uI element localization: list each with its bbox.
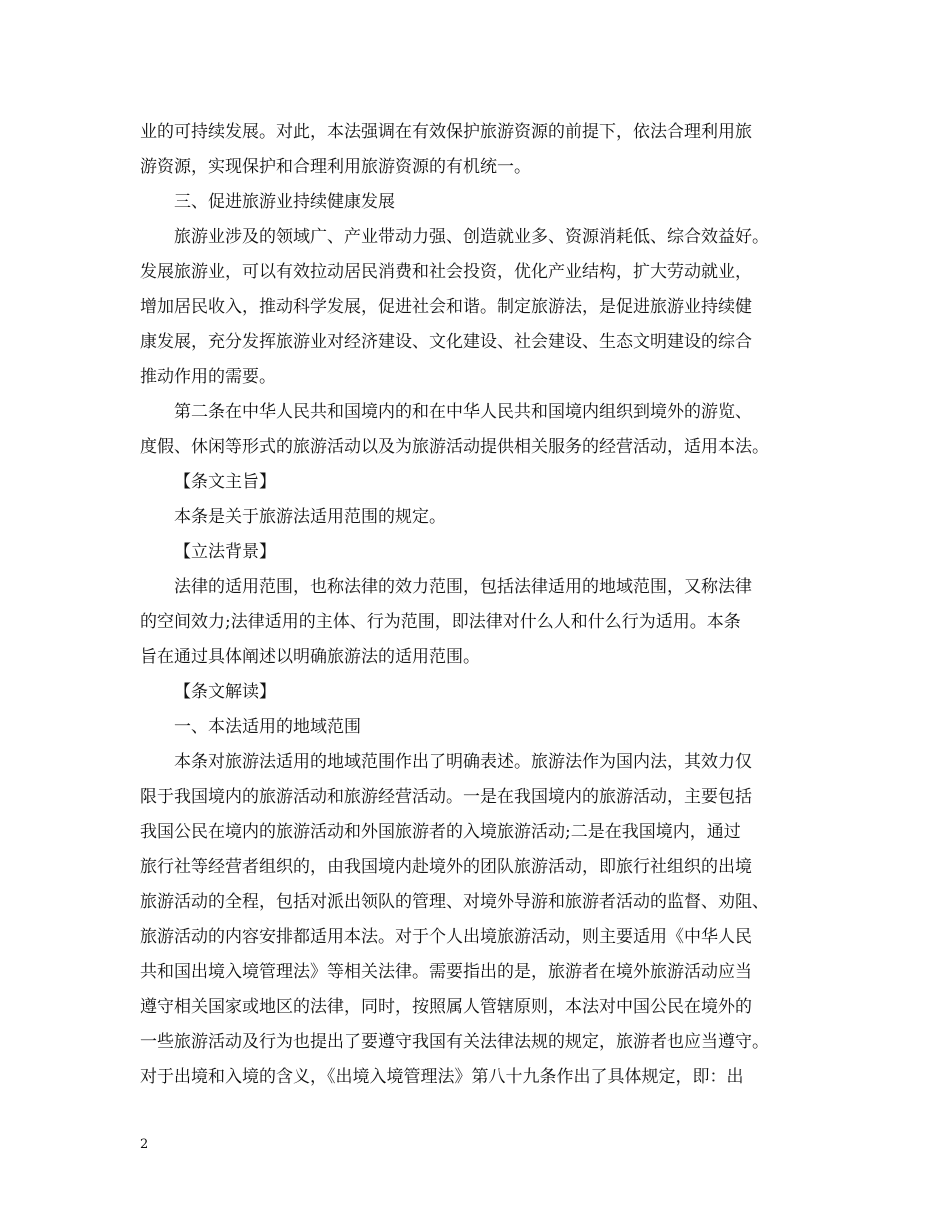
- text-line: 对于出境和入境的含义，《出境入境管理法》第八十九条作出了具体规定，即：出: [140, 1067, 744, 1087]
- text-line: 一些旅游活动及行为也提出了要遵守我国有关法律法规的规定，旅游者也应当遵守。: [140, 1032, 769, 1052]
- section-heading: 【立法背景】: [174, 542, 276, 562]
- text-line: 游资源，实现保护和合理利用旅游资源的有机统一。: [140, 157, 531, 177]
- text-line: 本条对旅游法适用的地域范围作出了明确表述。旅游法作为国内法，其效力仅: [174, 752, 752, 772]
- text-line: 旅游活动的全程，包括对派出领队的管理、对境外导游和旅游者活动的监督、劝阻、: [140, 892, 769, 912]
- text-line: 本条是关于旅游法适用范围的规定。: [174, 507, 446, 527]
- section-heading: 【条文主旨】: [174, 472, 276, 492]
- text-line: 旨在通过具体阐述以明确旅游法的适用范围。: [140, 647, 480, 667]
- text-line: 旅游活动的内容安排都适用本法。对于个人出境旅游活动，则主要适用《中华人民: [140, 927, 752, 947]
- text-line: 限于我国境内的旅游活动和旅游经营活动。一是在我国境内的旅游活动，主要包括: [140, 787, 752, 807]
- section-heading: 【条文解读】: [174, 682, 276, 702]
- text-line: 第二条在中华人民共和国境内的和在中华人民共和国境内组织到境外的游览、: [174, 402, 752, 422]
- text-line: 度假、休闲等形式的旅游活动以及为旅游活动提供相关服务的经营活动，适用本法。: [140, 437, 769, 457]
- text-line: 我国公民在境内的旅游活动和外国旅游者的入境旅游活动;二是在我国境内，通过: [140, 822, 741, 842]
- text-line: 遵守相关国家或地区的法律，同时，按照属人管辖原则，本法对中国公民在境外的: [140, 997, 752, 1017]
- section-heading: 三、促进旅游业持续健康发展: [174, 192, 395, 212]
- text-line: 增加居民收入，推动科学发展，促进社会和谐。制定旅游法，是促进旅游业持续健: [140, 297, 752, 317]
- text-line: 发展旅游业，可以有效拉动居民消费和社会投资，优化产业结构，扩大劳动就业，: [140, 262, 752, 282]
- text-line: 法律的适用范围，也称法律的效力范围，包括法律适用的地域范围，又称法律: [174, 577, 752, 597]
- text-line: 康发展，充分发挥旅游业对经济建设、文化建设、社会建设、生态文明建设的综合: [140, 332, 752, 352]
- text-line: 业的可持续发展。对此，本法强调在有效保护旅游资源的前提下，依法合理利用旅: [140, 122, 752, 142]
- section-heading: 一、本法适用的地域范围: [174, 717, 361, 737]
- text-line: 旅游业涉及的领域广、产业带动力强、创造就业多、资源消耗低、综合效益好。: [174, 227, 769, 247]
- text-line: 旅行社等经营者组织的，由我国境内赴境外的团队旅游活动，即旅行社组织的出境: [140, 857, 752, 877]
- page-number: 2: [140, 1137, 149, 1152]
- text-line: 推动作用的需要。: [140, 367, 276, 387]
- text-line: 共和国出境入境管理法》等相关法律。需要指出的是，旅游者在境外旅游活动应当: [140, 962, 752, 982]
- text-line: 的空间效力;法律适用的主体、行为范围，即法律对什么人和什么行为适用。本条: [140, 612, 741, 632]
